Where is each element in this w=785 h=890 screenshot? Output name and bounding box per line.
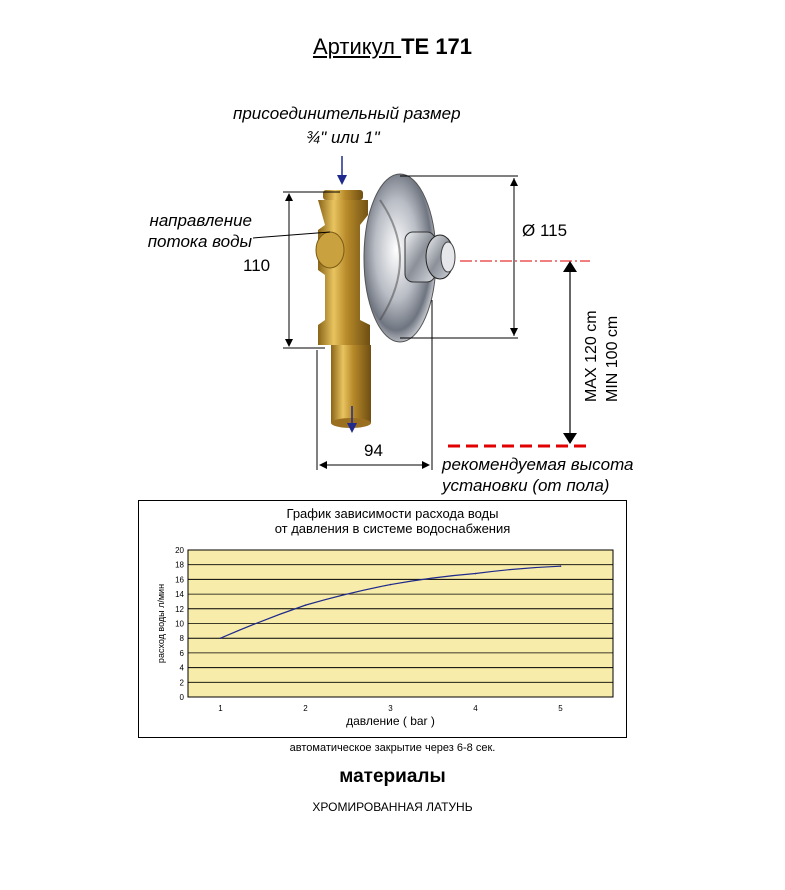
y-tick-label: 18 bbox=[175, 560, 184, 570]
y-tick-label: 8 bbox=[179, 634, 184, 644]
chart-title bbox=[0, 506, 785, 536]
data-point bbox=[560, 565, 562, 567]
install-label-line-1: рекомендуемая высота bbox=[442, 455, 634, 474]
flow-label-line-1: направление bbox=[149, 211, 252, 230]
x-tick-label: 3 bbox=[388, 704, 393, 713]
depth-dimension: 94 bbox=[364, 441, 383, 460]
article-code: TE 171 bbox=[401, 34, 473, 59]
x-tick-label: 4 bbox=[473, 704, 478, 713]
y-tick-label: 12 bbox=[175, 604, 184, 614]
data-point bbox=[220, 637, 222, 639]
plate-arrow-bottom-icon bbox=[510, 328, 518, 336]
data-point bbox=[475, 573, 477, 575]
connection-label: присоединительный размер bbox=[233, 104, 461, 123]
materials-text: ХРОМИРОВАННАЯ ЛАТУНЬ bbox=[312, 800, 473, 814]
size-rest: " или 1" bbox=[320, 128, 380, 147]
y-tick-label: 2 bbox=[179, 678, 184, 688]
depth-arrow-left-icon bbox=[319, 461, 327, 469]
x-tick-label: 1 bbox=[218, 704, 223, 713]
y-axis-label: расход воды л/мин bbox=[156, 583, 166, 664]
valve-body-image bbox=[316, 174, 455, 428]
y-tick-label: 10 bbox=[175, 619, 184, 629]
x-tick-label: 5 bbox=[558, 704, 563, 713]
auto-close-note: автоматическое закрытие через 6-8 сек. bbox=[289, 742, 496, 754]
data-point bbox=[305, 604, 307, 606]
max-label: MAX 120 cm bbox=[583, 310, 600, 402]
depth-arrow-right-icon bbox=[422, 461, 430, 469]
height-range-arrow-bottom-icon bbox=[563, 433, 577, 444]
y-tick-label: 4 bbox=[179, 663, 184, 673]
y-tick-label: 20 bbox=[175, 546, 184, 555]
data-point bbox=[390, 584, 392, 586]
install-label-line-2: установки (от пола) bbox=[442, 476, 610, 495]
article-prefix: Артикул bbox=[312, 34, 402, 59]
x-axis-label: давление ( bar ) bbox=[346, 714, 435, 728]
outlet-arrow-icon bbox=[347, 423, 357, 433]
y-tick-label: 16 bbox=[175, 575, 184, 585]
flow-label-line-2: потока воды bbox=[147, 232, 252, 251]
height-dimension: 110 bbox=[243, 256, 271, 275]
plate-arrow-top-icon bbox=[510, 178, 518, 186]
size-fraction: ¾ bbox=[306, 128, 321, 147]
min-label: MIN 100 cm bbox=[604, 315, 621, 402]
materials-title: материалы bbox=[339, 766, 446, 787]
plate-diameter: Ø 115 bbox=[522, 221, 568, 240]
x-tick-label: 2 bbox=[303, 704, 308, 713]
y-tick-label: 0 bbox=[179, 693, 184, 702]
chart-title-line-1: График зависимости расхода воды bbox=[286, 506, 499, 521]
y-tick-label: 14 bbox=[175, 590, 184, 600]
y-tick-label: 6 bbox=[179, 648, 184, 658]
height-arrow-top-icon bbox=[285, 193, 293, 201]
height-range-arrow-top-icon bbox=[563, 261, 577, 272]
chart-title-line-2: от давления в системе водоснабжения bbox=[274, 521, 511, 536]
height-arrow-bottom-icon bbox=[285, 339, 293, 347]
inlet-arrow-icon bbox=[337, 175, 347, 185]
flow-chart bbox=[138, 540, 625, 736]
